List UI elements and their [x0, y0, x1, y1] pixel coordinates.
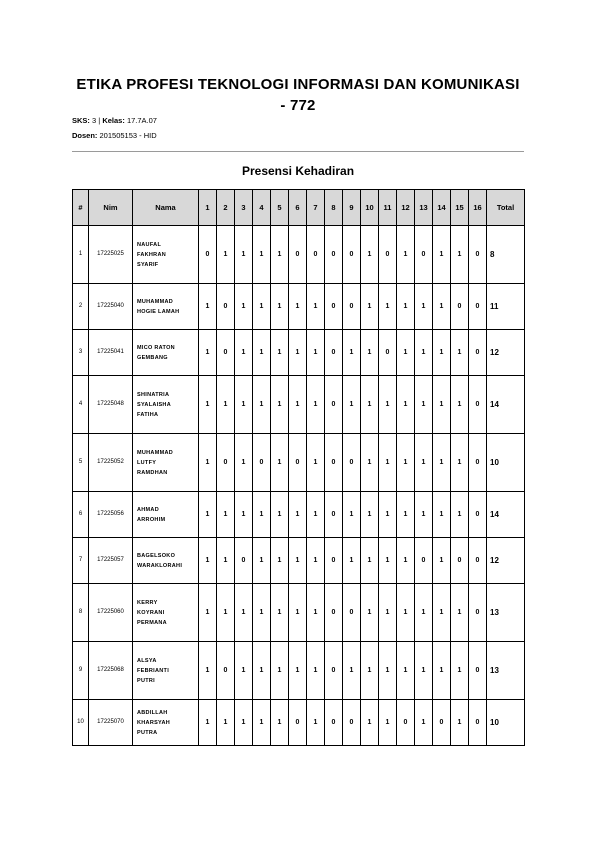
session-cell: 1 — [433, 330, 451, 376]
session-cell: 1 — [253, 330, 271, 376]
row-number: 4 — [73, 376, 89, 434]
session-cell: 1 — [271, 700, 289, 746]
table-row — [73, 226, 525, 284]
session-cell: 1 — [397, 434, 415, 492]
total-cell: 13 — [487, 584, 525, 642]
student-name-line: ARROHIM — [137, 516, 166, 523]
session-cell: 1 — [451, 642, 469, 700]
student-name-line: WARAKLORAHI — [137, 562, 183, 569]
session-cell: 1 — [271, 492, 289, 538]
student-name-line: LUTFY — [137, 459, 157, 466]
session-cell: 0 — [217, 284, 235, 330]
session-cell: 0 — [325, 492, 343, 538]
session-cell: 0 — [289, 700, 307, 746]
session-cell: 1 — [217, 492, 235, 538]
session-cell: 0 — [325, 584, 343, 642]
student-name-line: KOYRANI — [137, 609, 165, 616]
session-cell: 1 — [289, 330, 307, 376]
total-cell: 14 — [487, 376, 525, 434]
column-header: 15 — [451, 190, 469, 226]
sks-value: 3 — [92, 116, 97, 125]
student-name-line: PUTRI — [137, 677, 155, 684]
student-name-line: SHINATRIA — [137, 391, 170, 398]
session-cell: 0 — [451, 538, 469, 584]
session-cell: 0 — [469, 434, 487, 492]
session-cell: 1 — [199, 284, 217, 330]
session-cell: 1 — [271, 376, 289, 434]
session-cell: 1 — [397, 584, 415, 642]
session-cell: 1 — [289, 538, 307, 584]
column-header: 12 — [397, 190, 415, 226]
student-name — [133, 376, 199, 434]
student-name-line: MICO RATON — [137, 344, 175, 351]
table-row — [73, 330, 525, 376]
table-row — [73, 434, 525, 492]
column-header: 7 — [307, 190, 325, 226]
session-cell: 1 — [379, 434, 397, 492]
student-name-line: ABDILLAH — [137, 709, 168, 716]
divider — [72, 151, 524, 152]
student-name-line: SYARIF — [137, 261, 159, 268]
session-cell: 1 — [253, 700, 271, 746]
session-cell: 1 — [217, 700, 235, 746]
session-cell: 1 — [289, 584, 307, 642]
table-body — [73, 226, 525, 746]
session-cell: 1 — [397, 226, 415, 284]
dosen-label: Dosen: — [72, 131, 98, 140]
session-cell: 1 — [379, 376, 397, 434]
dosen-value: 201505153 - HID — [99, 131, 157, 140]
student-nim: 17225070 — [89, 700, 133, 746]
session-cell: 1 — [253, 642, 271, 700]
session-cell: 0 — [199, 226, 217, 284]
session-cell: 1 — [289, 284, 307, 330]
row-number: 2 — [73, 284, 89, 330]
session-cell: 1 — [235, 584, 253, 642]
session-cell: 0 — [325, 226, 343, 284]
session-cell: 1 — [217, 584, 235, 642]
session-cell: 1 — [379, 284, 397, 330]
column-header: 8 — [325, 190, 343, 226]
student-name-line: MUHAMMAD — [137, 449, 174, 456]
student-nim: 17225068 — [89, 642, 133, 700]
column-header: Nim — [89, 190, 133, 226]
session-cell: 0 — [325, 700, 343, 746]
student-name — [133, 226, 199, 284]
session-cell: 1 — [253, 284, 271, 330]
session-cell: 1 — [397, 376, 415, 434]
row-number: 7 — [73, 538, 89, 584]
session-cell: 1 — [307, 434, 325, 492]
session-cell: 1 — [379, 584, 397, 642]
student-name — [133, 434, 199, 492]
student-nim: 17225040 — [89, 284, 133, 330]
student-nim: 17225057 — [89, 538, 133, 584]
session-cell: 0 — [325, 538, 343, 584]
session-cell: 1 — [307, 284, 325, 330]
session-cell: 1 — [433, 584, 451, 642]
session-cell: 0 — [469, 492, 487, 538]
session-cell: 1 — [253, 492, 271, 538]
column-header: 14 — [433, 190, 451, 226]
table-row — [73, 376, 525, 434]
session-cell: 1 — [271, 642, 289, 700]
column-header: 6 — [289, 190, 307, 226]
session-cell: 0 — [415, 226, 433, 284]
session-cell: 1 — [433, 226, 451, 284]
session-cell: 1 — [343, 376, 361, 434]
session-cell: 0 — [289, 434, 307, 492]
student-name — [133, 642, 199, 700]
student-nim: 17225025 — [89, 226, 133, 284]
course-meta — [72, 116, 157, 125]
column-header: 11 — [379, 190, 397, 226]
session-cell: 1 — [307, 330, 325, 376]
session-cell: 1 — [397, 642, 415, 700]
session-cell: 0 — [469, 584, 487, 642]
session-cell: 1 — [433, 642, 451, 700]
total-cell: 11 — [487, 284, 525, 330]
student-name-line: PERMANA — [137, 619, 167, 626]
session-cell: 0 — [325, 284, 343, 330]
session-cell: 1 — [415, 492, 433, 538]
session-cell: 1 — [307, 376, 325, 434]
session-cell: 0 — [307, 226, 325, 284]
session-cell: 0 — [217, 642, 235, 700]
session-cell: 1 — [379, 642, 397, 700]
session-cell: 0 — [325, 376, 343, 434]
student-name-line: BAGELSOKO — [137, 552, 176, 559]
session-cell: 0 — [217, 330, 235, 376]
column-header: 2 — [217, 190, 235, 226]
column-header: # — [73, 190, 89, 226]
session-cell: 1 — [433, 376, 451, 434]
session-cell: 1 — [217, 376, 235, 434]
student-nim: 17225056 — [89, 492, 133, 538]
column-header: 4 — [253, 190, 271, 226]
session-cell: 1 — [451, 700, 469, 746]
student-nim: 17225052 — [89, 434, 133, 492]
student-nim: 17225048 — [89, 376, 133, 434]
session-cell: 0 — [379, 226, 397, 284]
session-cell: 1 — [433, 434, 451, 492]
session-cell: 1 — [361, 642, 379, 700]
session-cell: 1 — [379, 492, 397, 538]
session-cell: 1 — [199, 376, 217, 434]
session-cell: 0 — [469, 700, 487, 746]
column-header: 16 — [469, 190, 487, 226]
session-cell: 1 — [235, 642, 253, 700]
column-header: 13 — [415, 190, 433, 226]
student-name-line: RAMDHAN — [137, 469, 168, 476]
session-cell: 1 — [271, 226, 289, 284]
session-cell: 1 — [343, 330, 361, 376]
session-cell: 1 — [415, 376, 433, 434]
session-cell: 1 — [253, 538, 271, 584]
session-cell: 0 — [451, 284, 469, 330]
session-cell: 1 — [415, 284, 433, 330]
session-cell: 1 — [433, 492, 451, 538]
total-cell: 8 — [487, 226, 525, 284]
section-title: Presensi Kehadiran — [241, 164, 355, 178]
session-cell: 0 — [217, 434, 235, 492]
kelas-label: Kelas: — [102, 116, 125, 125]
session-cell: 1 — [217, 226, 235, 284]
student-name-line: MUHAMMAD — [137, 298, 174, 305]
column-header: 5 — [271, 190, 289, 226]
session-cell: 0 — [343, 284, 361, 330]
session-cell: 1 — [361, 284, 379, 330]
session-cell: 0 — [469, 538, 487, 584]
table-row — [73, 700, 525, 746]
session-cell: 1 — [361, 226, 379, 284]
kelas-value: 17.7A.07 — [126, 116, 157, 125]
session-cell: 0 — [397, 700, 415, 746]
student-name-line: ALSYA — [137, 657, 157, 664]
session-cell: 0 — [469, 376, 487, 434]
session-cell: 1 — [199, 330, 217, 376]
session-cell: 1 — [199, 434, 217, 492]
session-cell: 1 — [199, 642, 217, 700]
session-cell: 0 — [379, 330, 397, 376]
session-cell: 1 — [235, 284, 253, 330]
column-header: 9 — [343, 190, 361, 226]
session-cell: 0 — [253, 434, 271, 492]
session-cell: 0 — [469, 226, 487, 284]
session-cell: 1 — [235, 434, 253, 492]
student-name-line: FATIHA — [137, 411, 159, 418]
session-cell: 1 — [217, 538, 235, 584]
session-cell: 1 — [379, 538, 397, 584]
session-cell: 1 — [307, 492, 325, 538]
session-cell: 0 — [469, 330, 487, 376]
session-cell: 1 — [397, 330, 415, 376]
student-name-line: FEBRIANTI — [137, 667, 170, 674]
student-name-line: AHMAD — [137, 506, 159, 513]
session-cell: 1 — [361, 376, 379, 434]
table-row — [73, 642, 525, 700]
session-cell: 1 — [361, 700, 379, 746]
session-cell: 1 — [361, 538, 379, 584]
table-row — [73, 538, 525, 584]
sks-label: SKS: — [72, 116, 90, 125]
student-name-line: FAKHRAN — [137, 251, 166, 258]
session-cell: 0 — [343, 584, 361, 642]
session-cell: 1 — [271, 434, 289, 492]
row-number: 6 — [73, 492, 89, 538]
session-cell: 1 — [235, 700, 253, 746]
session-cell: 1 — [433, 538, 451, 584]
session-cell: 1 — [451, 330, 469, 376]
session-cell: 0 — [325, 642, 343, 700]
table-row — [73, 284, 525, 330]
column-header: 1 — [199, 190, 217, 226]
session-cell: 1 — [289, 642, 307, 700]
row-number: 10 — [73, 700, 89, 746]
session-cell: 1 — [271, 284, 289, 330]
session-cell: 1 — [307, 642, 325, 700]
session-cell: 1 — [415, 434, 433, 492]
session-cell: 1 — [397, 538, 415, 584]
table-row — [73, 584, 525, 642]
session-cell: 1 — [415, 642, 433, 700]
row-number: 1 — [73, 226, 89, 284]
student-name-line: GEMBANG — [137, 354, 168, 361]
session-cell: 1 — [343, 492, 361, 538]
session-cell: 1 — [343, 642, 361, 700]
column-header: 3 — [235, 190, 253, 226]
session-cell: 1 — [451, 226, 469, 284]
total-cell: 10 — [487, 434, 525, 492]
session-cell: 1 — [289, 376, 307, 434]
session-cell: 1 — [361, 492, 379, 538]
session-cell: 1 — [343, 538, 361, 584]
attendance-table — [72, 189, 525, 746]
session-cell: 1 — [307, 538, 325, 584]
student-nim: 17225060 — [89, 584, 133, 642]
session-cell: 0 — [343, 226, 361, 284]
meta-separator: | — [98, 116, 101, 125]
session-cell: 0 — [469, 642, 487, 700]
student-name — [133, 538, 199, 584]
session-cell: 1 — [415, 584, 433, 642]
student-name-line: NAUFAL — [137, 241, 162, 248]
session-cell: 1 — [451, 584, 469, 642]
session-cell: 1 — [235, 226, 253, 284]
session-cell: 1 — [271, 538, 289, 584]
session-cell: 0 — [235, 538, 253, 584]
total-cell: 12 — [487, 330, 525, 376]
student-name — [133, 492, 199, 538]
session-cell: 1 — [253, 226, 271, 284]
total-cell: 10 — [487, 700, 525, 746]
session-cell: 1 — [307, 700, 325, 746]
session-cell: 1 — [235, 330, 253, 376]
total-cell: 12 — [487, 538, 525, 584]
session-cell: 1 — [415, 330, 433, 376]
session-cell: 1 — [235, 492, 253, 538]
student-nim: 17225041 — [89, 330, 133, 376]
column-header: Total — [487, 190, 525, 226]
session-cell: 1 — [199, 584, 217, 642]
student-name-line: KHARSYAH — [137, 719, 171, 726]
session-cell: 1 — [199, 538, 217, 584]
session-cell: 0 — [325, 330, 343, 376]
total-cell: 13 — [487, 642, 525, 700]
row-number: 9 — [73, 642, 89, 700]
student-name-line: KERRY — [137, 599, 158, 606]
session-cell: 1 — [235, 376, 253, 434]
row-number: 3 — [73, 330, 89, 376]
session-cell: 1 — [271, 584, 289, 642]
course-title: ETIKA PROFESI TEKNOLOGI INFORMASI DAN KOMUNIKASI - 772 — [76, 76, 520, 114]
session-cell: 0 — [325, 434, 343, 492]
lecturer-meta — [72, 131, 157, 140]
student-name-line: SYALAISHA — [137, 401, 171, 408]
session-cell: 1 — [361, 584, 379, 642]
session-cell: 0 — [289, 226, 307, 284]
session-cell: 0 — [415, 538, 433, 584]
student-name — [133, 330, 199, 376]
session-cell: 1 — [451, 492, 469, 538]
session-cell: 0 — [343, 700, 361, 746]
column-header: 10 — [361, 190, 379, 226]
session-cell: 1 — [361, 434, 379, 492]
student-name-line: PUTRA — [137, 729, 158, 736]
session-cell: 1 — [451, 434, 469, 492]
session-cell: 0 — [343, 434, 361, 492]
session-cell: 1 — [397, 284, 415, 330]
session-cell: 1 — [253, 584, 271, 642]
session-cell: 1 — [451, 376, 469, 434]
session-cell: 1 — [397, 492, 415, 538]
student-name — [133, 284, 199, 330]
session-cell: 1 — [271, 330, 289, 376]
session-cell: 0 — [433, 700, 451, 746]
session-cell: 1 — [199, 492, 217, 538]
student-name-line: HOGIE LAMAH — [137, 308, 180, 315]
session-cell: 1 — [361, 330, 379, 376]
total-cell: 14 — [487, 492, 525, 538]
session-cell: 1 — [415, 700, 433, 746]
session-cell: 1 — [307, 584, 325, 642]
session-cell: 1 — [433, 284, 451, 330]
student-name — [133, 700, 199, 746]
session-cell: 0 — [469, 284, 487, 330]
student-name — [133, 584, 199, 642]
table-header-row — [73, 190, 525, 226]
table-row — [73, 492, 525, 538]
session-cell: 1 — [253, 376, 271, 434]
session-cell: 1 — [289, 492, 307, 538]
row-number: 5 — [73, 434, 89, 492]
column-header: Nama — [133, 190, 199, 226]
session-cell: 1 — [379, 700, 397, 746]
row-number: 8 — [73, 584, 89, 642]
session-cell: 1 — [199, 700, 217, 746]
